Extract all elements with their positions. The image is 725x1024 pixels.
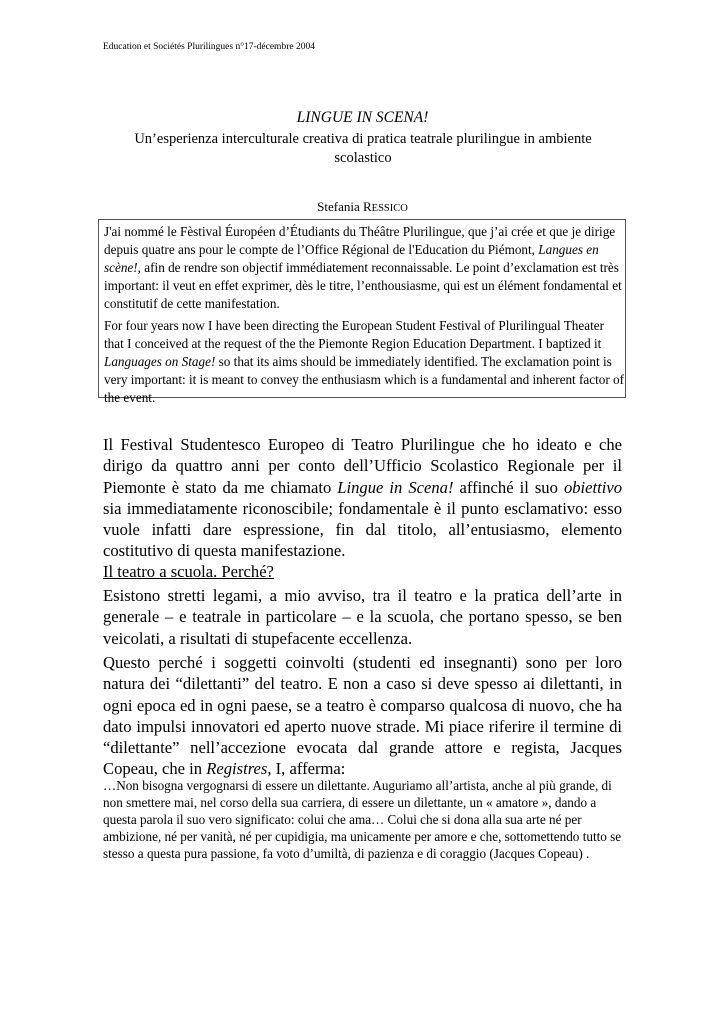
p1-text-2: affinché il suo: [453, 477, 564, 497]
author-last-name-rest: ESSICO: [371, 203, 408, 214]
p3-italic-1: Registres: [206, 759, 268, 779]
author-last-name-initial: R: [362, 199, 372, 214]
p1-italic-1: Lingue in Scena!: [337, 477, 454, 497]
author-first-name: Stefania: [317, 199, 363, 214]
article-subtitle: Un’esperienza interculturale creativa di pratica teatrale plurilingue in ambiente scolastico: [134, 131, 592, 166]
abstract-fr-text-1: J'ai nommé le Fèstival Éuropéen d’Étudiants du Théâtre Plurilingue, que j’ai crée et que je dirige depuis quatre ans pour le compte de l’Office Régional de l'Education du Piémont,: [104, 224, 616, 257]
body-paragraph-3: [103, 652, 622, 780]
abstract-en-text-1: For four years now I have been directing the European Student Festival of Plurilingual Theater that I conceived at the request of the the Piemonte Region Education Department. I baptized it: [104, 318, 605, 351]
p1-text-1: Il Festival Studentesco Europeo di Teatro Plurilingue che ho ideato e che dirigo da quattro anni per conto dell’Ufficio Scolastico Regionale per il Piemonte è stato da me chiamato: [103, 435, 622, 497]
running-header: Education et Sociétés Plurilingues n°17-décembre 2004: [103, 42, 315, 52]
abstract-french: [104, 223, 625, 313]
p3-text-1: Questo perché i soggetti coinvolti (studenti ed insegnanti) sono per loro natura dei “dilettanti” del teatro. E non a caso si deve spesso ai dilettanti, in ogni epoca ed in ogni paese, se a teatro è comparso qualcosa di nuovo, che ha dato impulsi innovatori ed aperto nuove strade. Mi piace riferire il termine di “dilettante” nell’accezione evocata dal grande attore e regista, Jacques Copeau, che in: [103, 653, 622, 779]
abstract-en-text-2: so that its aims should be immediately identified. The exclamation point is very important: it is meant to convey the enthusiasm which is a fundamental and inherent factor of the event.: [104, 354, 625, 405]
abstract-fr-italic: Langues en scène!,: [104, 242, 599, 275]
p1-italic-2: obiettivo: [563, 477, 622, 497]
p3-text-2: , I, afferma:: [267, 759, 346, 779]
abstract-english: [104, 317, 625, 407]
abstract-en-italic: Languages on Stage!: [104, 354, 216, 369]
article-title: LINGUE IN SCENA!: [296, 109, 429, 126]
abstract-box: [98, 219, 626, 405]
body-paragraph-2: Esistono stretti legami, a mio avviso, tra il teatro e la pratica dell’arte in generale – e teatrale in particolare – e la scuola, che portano spesso, se ben veicolati, a risultati di stupefacente eccellenza.: [103, 586, 622, 648]
body-paragraph-1: [103, 434, 622, 562]
block-quote: …Non bisogna vergognarsi di essere un dilettante. Auguriamo all’artista, anche al più grande, di non smettere mai, nel corso della sua carriera, di essere un dilettante, un « amatore », dando a questa parola il suo vero significato: colui che ama… Colui che si dona alla sua arte né per ambizione, né per vanità, né per cupidigia, ma unicamente per amore e che, sottomettendo tutto se stesso a questa pura passione, fa voto d’umiltà, di pazienza e di coraggio (Jacques Copeau) .: [103, 778, 622, 862]
abstract-fr-text-2: afin de rendre son objectif immédiatement reconnaissable. Le point d’exclamation est très important: il veut en effet exprimer, dès le titre, l’enthousiasme, qui est un élément fondamental et constitutif de cette manifestation.: [104, 260, 622, 311]
section-heading: Il teatro a scuola. Perché?: [103, 562, 274, 581]
author-name: [0, 199, 725, 215]
p1-text-3: sia immediatamente riconoscibile; fondamentale è il punto esclamativo: esso vuole infatti dare espressione, fin dal titolo, all’entusiasmo, elemento costitutivo di questa manifestazione.: [103, 498, 622, 561]
